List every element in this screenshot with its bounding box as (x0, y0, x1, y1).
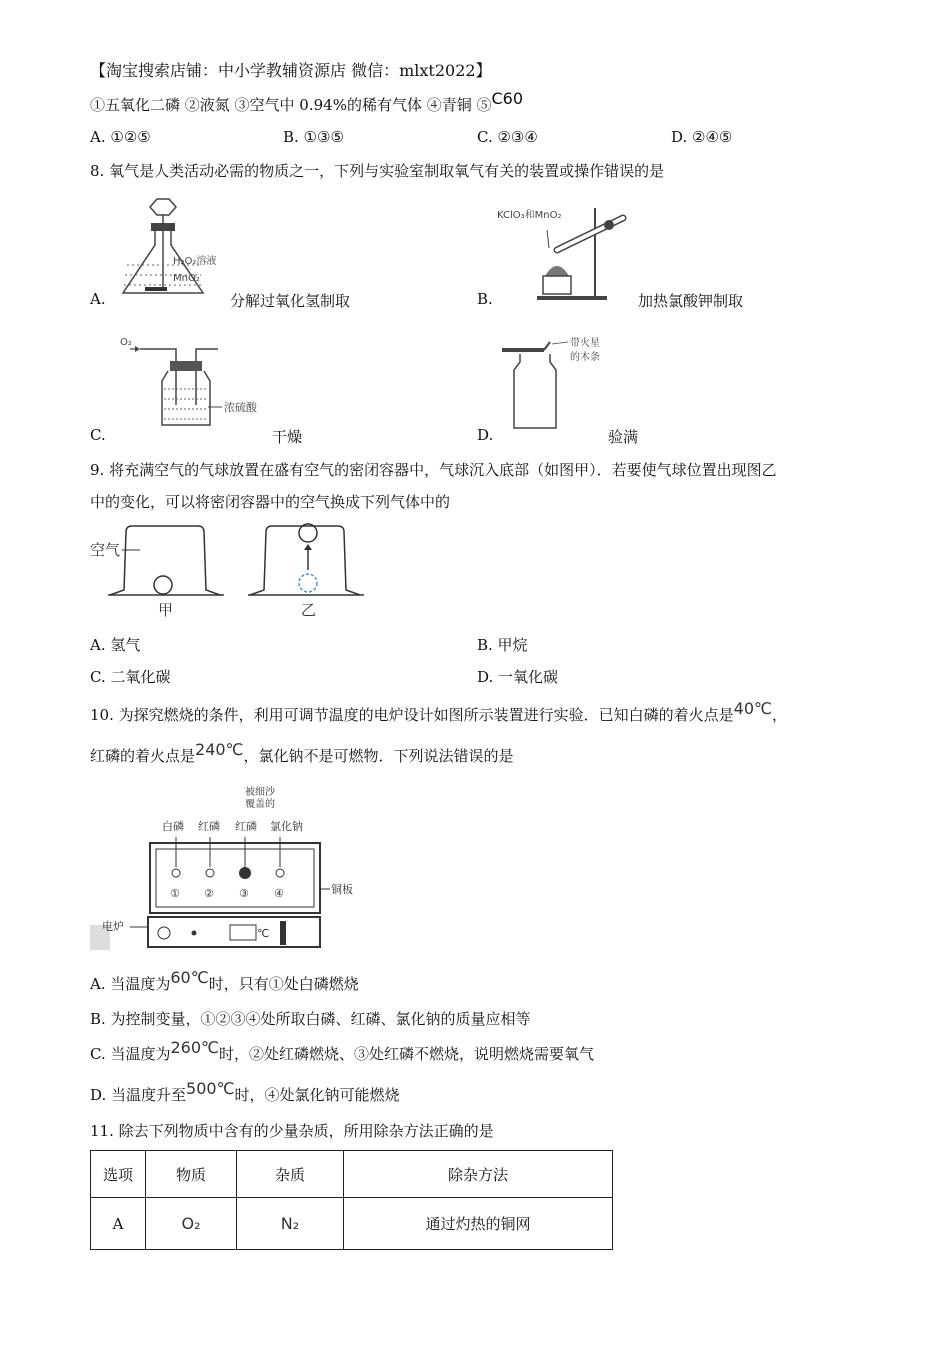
q8b-caption: 加热氯酸钾制取 (638, 292, 744, 310)
q11-cell-impurity: N₂ (237, 1198, 344, 1250)
q10-a-post: 时，只有①处白磷燃烧 (208, 975, 359, 993)
q9-option-c[interactable]: C. 二氧化碳 (90, 668, 171, 686)
table-row[interactable] (91, 1198, 613, 1250)
q11-th-option: 选项 (91, 1151, 146, 1198)
q11-cell-substance: O₂ (146, 1198, 237, 1250)
q7-items-text: ①五氧化二磷 ②液氮 ③空气中 0.94%的稀有气体 ④青铜 ⑤ (90, 96, 492, 114)
q10-option-d[interactable] (90, 1079, 400, 1105)
q10-sample-1: 白磷 (162, 820, 184, 833)
q10-option-a[interactable] (90, 968, 359, 994)
q8b-label: KClO₃和MnO₂ (497, 210, 562, 221)
q11-th-substance: 物质 (146, 1151, 237, 1198)
q10-furnace-label: 电炉 (102, 920, 124, 933)
q10-d-pre: D. 当温度升至 (90, 1086, 187, 1104)
q10-a-pre: A. 当温度为 (90, 975, 171, 993)
q10-figure (90, 785, 370, 955)
q7-items (90, 89, 524, 115)
q9-figure (88, 520, 388, 620)
q7-c60: C60 (491, 89, 524, 108)
q7-option-a[interactable]: A. ①②⑤ (90, 128, 151, 146)
q11-table (90, 1150, 613, 1250)
q7-option-c[interactable]: C. ②③④ (477, 128, 538, 146)
q10-num-1: ① (170, 887, 180, 900)
q10-covered-1: 被细沙 (245, 787, 275, 798)
q8c-label-acid: 浓硫酸 (224, 401, 257, 414)
q10-d-post: 时，④处氯化钠可能燃烧 (234, 1086, 400, 1104)
q10-c-post: 时，②处红磷燃烧、③处红磷不燃烧，说明燃烧需要氧气 (219, 1045, 595, 1063)
q10-a-temp: 60℃ (170, 968, 209, 987)
q11-cell-option: A (91, 1198, 146, 1250)
q10-unit-label: ℃ (257, 927, 270, 940)
q10-c-pre: C. 当温度为 (90, 1045, 171, 1063)
q10-num-3: ③ (239, 887, 249, 900)
q10-stem-b-post: ，氯化钠不是可燃物．下列说法错误的是 (243, 747, 514, 765)
q10-covered-2: 覆盖的 (245, 799, 275, 810)
q10-temp-white: 40℃ (733, 699, 772, 718)
q8a-label-h2o2: H₂O₂溶液 (173, 256, 217, 267)
q10-temp-red: 240℃ (195, 740, 244, 759)
q8c-caption: 干燥 (272, 428, 303, 446)
q8-option-b[interactable]: B. (477, 290, 493, 308)
q10-d-temp: 500℃ (186, 1079, 235, 1098)
q10-num-4: ④ (274, 887, 284, 900)
q10-stem-b-pre: 红磷的着火点是 (90, 747, 196, 765)
q8-option-d[interactable]: D. (477, 426, 494, 444)
q10-stem-b (90, 740, 514, 766)
q11-stem: 11. 除去下列物质中含有的少量杂质，所用除杂方法正确的是 (90, 1122, 494, 1140)
q8a-label-mno2: MnO₂ (173, 273, 200, 284)
q9-air-label: 空气 (90, 541, 121, 559)
q10-option-c[interactable] (90, 1038, 595, 1064)
q11-cell-method: 通过灼热的铜网 (344, 1198, 613, 1250)
q10-c-temp: 260℃ (170, 1038, 219, 1057)
q8d-caption: 验满 (608, 428, 639, 446)
q8-option-a[interactable]: A. (90, 290, 106, 308)
q9-fig-jia (90, 526, 224, 619)
q10-plate-label: 铜板 (331, 883, 353, 896)
q9-stem-line2: 中的变化，可以将密闭容器中的空气换成下列气体中的 (90, 493, 451, 511)
q8b-figure (497, 198, 637, 306)
q9-jia-label: 甲 (158, 601, 174, 619)
q8-option-c[interactable]: C. (90, 426, 106, 444)
q9-option-b[interactable]: B. 甲烷 (477, 636, 528, 654)
q9-option-d[interactable]: D. 一氧化碳 (477, 668, 559, 686)
q10-stem-a: 10. 为探究燃烧的条件，利用可调节温度的电炉设计如图所示装置进行实验．已知白磷的着火点是40℃， (90, 699, 787, 724)
q10-stem-a-text: 10. 为探究燃烧的条件，利用可调节温度的电炉设计如图所示装置进行实验．已知白磷的着火点是 (90, 706, 734, 724)
q8d-label-2: 的木条 (570, 352, 600, 363)
q10-num-2: ② (204, 887, 214, 900)
q8d-label-1: 带火星 (570, 338, 600, 349)
q11-th-method: 除杂方法 (344, 1151, 613, 1198)
q10-sample-4: 氯化钠 (270, 820, 303, 833)
q8-stem: 8. 氧气是人类活动必需的物质之一，下列与实验室制取氧气有关的装置或操作错误的是 (90, 162, 665, 180)
q11-table-header (91, 1151, 613, 1198)
q10-option-b[interactable]: B. 为控制变量，①②③④处所取白磷、红磷、氯化钠的质量应相等 (90, 1010, 531, 1028)
q10-sample-2: 红磷 (198, 820, 220, 833)
q8a-figure (105, 195, 235, 310)
q8c-label-o2: O₂ (120, 337, 132, 348)
page-header: 【淘宝搜索店铺：中小学教辅资源店 微信：mlxt2022】 (90, 61, 492, 80)
q10-sample-3: 红磷 (235, 820, 257, 833)
q8c-figure (118, 335, 268, 427)
q8d-figure (498, 332, 628, 432)
q7-option-b[interactable]: B. ①③⑤ (283, 128, 344, 146)
q9-fig-yi (248, 524, 364, 619)
q7-option-d[interactable]: D. ②④⑤ (671, 128, 733, 146)
q11-th-impurity: 杂质 (237, 1151, 344, 1198)
q8a-caption: 分解过氧化氢制取 (230, 292, 351, 310)
q9-yi-label: 乙 (301, 601, 317, 619)
q9-stem-line1: 9. 将充满空气的气球放置在盛有空气的密闭容器中，气球沉入底部（如图甲）．若要使气球位置出现图乙 (90, 461, 777, 479)
q9-option-a[interactable]: A. 氢气 (90, 636, 141, 654)
